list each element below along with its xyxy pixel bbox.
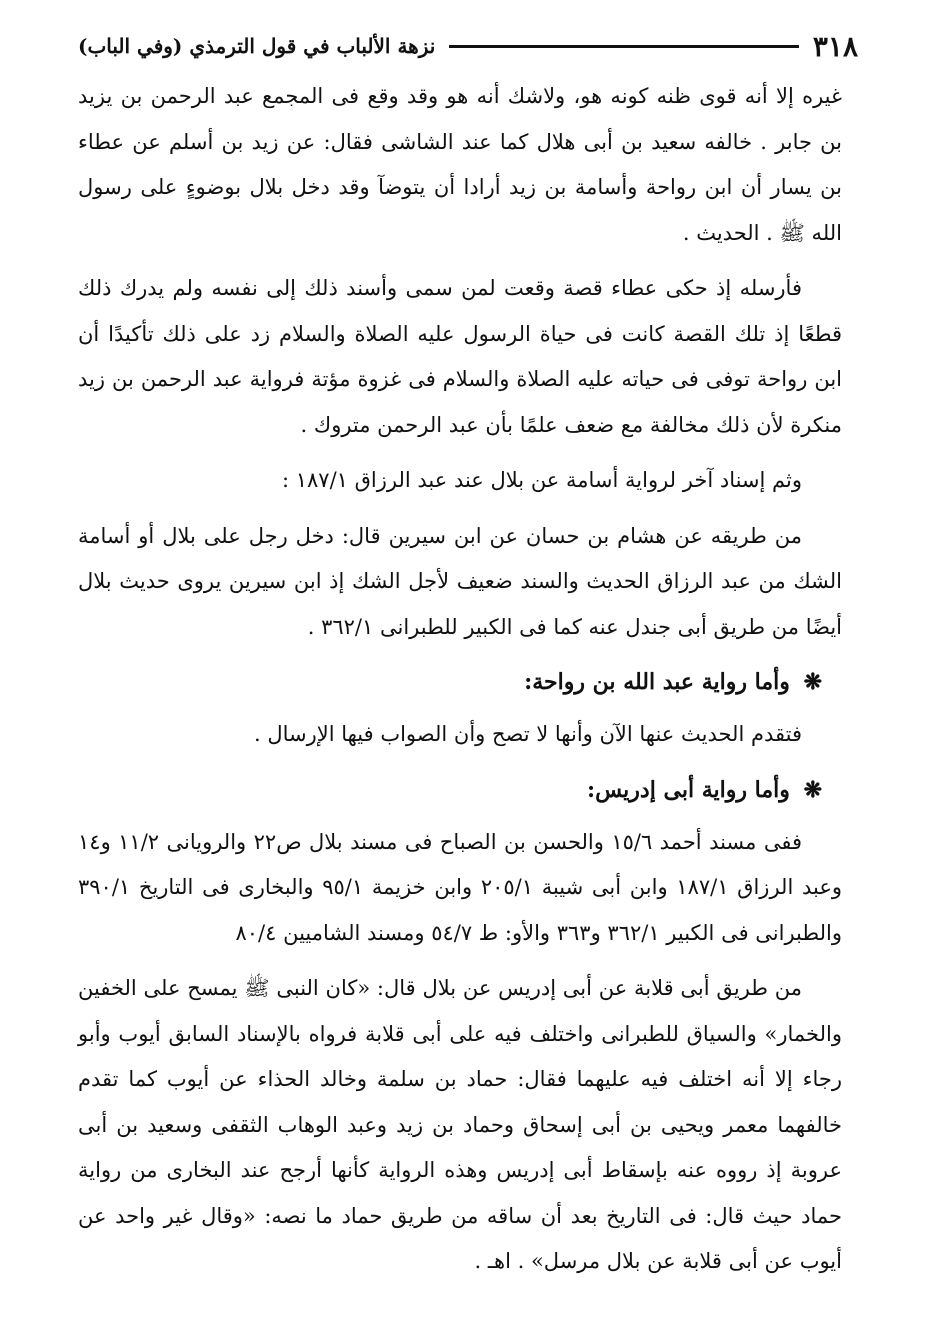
section-heading-label: وأما رواية أبى إدريس: <box>587 776 790 803</box>
paragraph: فأرسله إذ حكى عطاء قصة وقعت لمن سمى وأسند ذلك إلى نفسه ولم يدرك ذلك قطعًا إذ تلك القصة كانت فى حياة الرسول عليه الصلاة والسلام زد على ذلك تأكيدًا أن ابن رواحة توفى فى حياته عليه الصلاة والسلام فى غزوة مؤتة فرواية عبد الرحمن بن زيد منكرة لأن ذلك مخالفة مع ضعف علمًا بأن عبد الرحمن متروك . <box>78 276 842 437</box>
section-heading-label: وأما رواية عبد الله بن رواحة: <box>524 669 790 695</box>
paragraph: وثم إسناد آخر لرواية أسامة عن بلال عند عبد الرزاق ١٨٧/١ : <box>281 468 802 492</box>
paragraph: ففى مسند أحمد ١٥/٦ والحسن بن الصباح فى مسند بلال ص٢٢ والرويانى ١١/٢ و١٤ وعبد الرزاق ١٨٧/١ وابن أبى شيبة ٢٠٥/١ وابن خزيمة ٩٥/١ والبخارى فى التاريخ ٣٩٠/١ والطبرانى فى الكبير ٣٦٢/١ و٣٦٣ والأو: ط ٥٤/٧ ومسند الشاميين ٨٠/٤ <box>78 829 842 945</box>
paragraph: من طريقه عن هشام بن حسان عن ابن سيرين قال: دخل رجل على بلال أو أسامة الشك من عبد الرزاق الحديث والسند ضعيف لأجل الشك إذ ابن سيرين يروى حديث بلال أيضًا من طريق أبى جندل عنه كما فى الكبير للطبرانى ٣٦٢/١ . <box>78 523 842 639</box>
section-heading-abi-idris <box>78 768 842 812</box>
page-number: ٣١٨ <box>812 29 858 63</box>
paragraph: فتقدم الحديث عنها الآن وأنها لا تصح وأن الصواب فيها الإرسال . <box>253 722 802 746</box>
running-title: نزهة الألباب في قول الترمذي (وفي الباب) <box>78 34 436 58</box>
asterism-icon: ❋ <box>803 669 822 695</box>
header-rule <box>449 45 799 48</box>
section-heading-ibn-rawaha <box>78 660 842 704</box>
paragraph: من طريق أبى قلابة عن أبى إدريس عن بلال قال: «كان النبى ﷺ يمسح على الخفين والخمار» والسياق للطبرانى واختلف فيه على أبى قلابة فرواه بالإسناد السابق أيوب وأبو رجاء إلا أنه اختلف فيه عليهما فقال: حماد بن سلمة وخالد الحذاء عن أيوب كما تقدم خالفهما معمر ويحيى بن أبى إسحاق وحماد بن زيد وعبد الوهاب الثقفى وسعيد بن أبى عروبة إذ رووه عنه بإسقاط أبى إدريس وهذه الرواية كأنها أرجح عند البخارى من رواية حماد حيث قال: فى التاريخ بعد أن ساقه من طريق حماد ما نصه: «وقال غير واحد عن أيوب عن أبى قلابة عن بلال مرسل» . اهـ . <box>78 976 842 1273</box>
body-text <box>78 74 842 1295</box>
page-header <box>78 26 858 66</box>
asterism-icon: ❋ <box>803 776 822 803</box>
paragraph: غيره إلا أنه قوى ظنه كونه هو، ولاشك أنه هو وقد وقع فى المجمع عبد الرحمن بن يزيد بن جابر . خالفه سعيد بن أبى هلال كما عند الشاشى فقال: عن زيد بن أسلم عن عطاء بن يسار أن ابن رواحة وأسامة بن زيد أرادا أن يتوضآ وقد دخل بلال بوضوءٍ على رسول الله ﷺ . الحديث . <box>78 84 842 245</box>
